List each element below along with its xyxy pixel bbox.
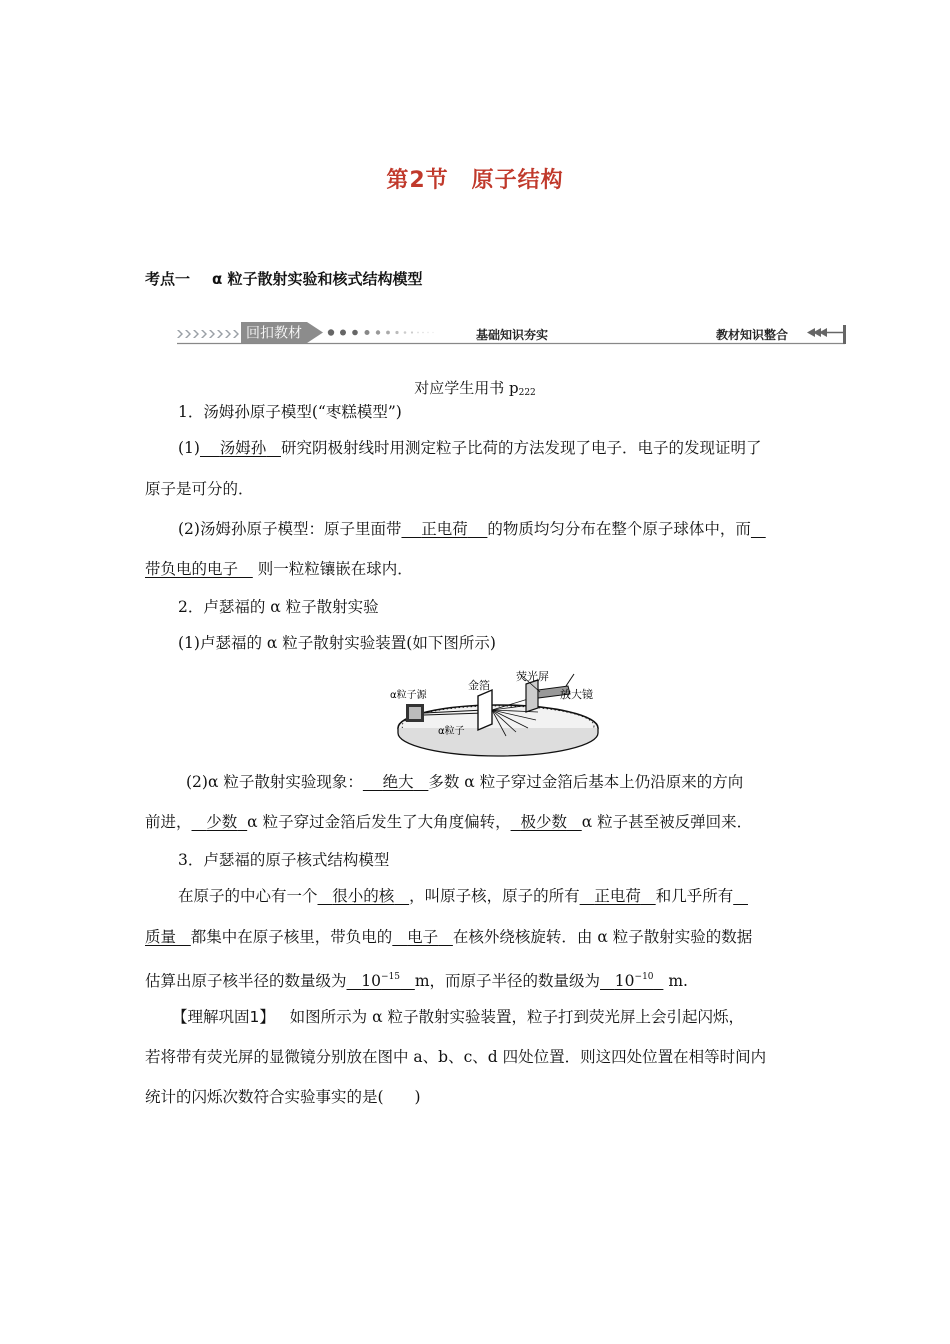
s1-paragraph-2-cont: 带负电的电子 则一粒粒镶嵌在球内． [145, 560, 413, 578]
label-source: α粒子源 [390, 690, 427, 701]
dots-icon [328, 329, 434, 335]
s1-paragraph-2: (2)汤姆孙原子模型：原子里面带 正电荷 的物质均匀分布在整个原子球体中，而 [178, 520, 751, 538]
exercise-line-1: 【理解巩固1】 如图所示为 α 粒子散射实验装置，粒子打到荧光屏上会引起闪烁， [172, 1008, 744, 1026]
s1-heading: 1．汤姆孙原子模型(“枣糕模型”) [178, 403, 402, 421]
s1-paragraph-1-cont: 原子是可分的． [145, 480, 254, 498]
s2-paragraph-2-cont: 前进， 少数 α 粒子穿过金箔后发生了大角度偏转， 极少数 α 粒子甚至被反弹回来． [145, 813, 753, 831]
section-banner [177, 322, 847, 346]
s2-paragraph-1: (1)卢瑟福的 α 粒子散射实验装置(如下图所示) [178, 634, 496, 652]
exercise-line-2: 若将带有荧光屏的显微镜分别放在图中 a、b、c、d 四处位置．则这四处位置在相等时间内 [145, 1048, 767, 1066]
banner-tag-text: 回扣教材 [246, 325, 302, 342]
label-particle: α粒子 [438, 726, 465, 737]
arrows-left-icon [177, 330, 239, 338]
gold-foil [478, 690, 492, 730]
page-title: 第2节 原子结构 [386, 168, 564, 193]
label-foil: 金箔 [468, 679, 490, 692]
label-screen: 荧光屏 [516, 670, 549, 683]
s3-paragraph-1-cont: 质量 都集中在原子核里，带负电的 电子 在核外绕核旋转．由 α 粒子散射实验的数据 [145, 928, 753, 946]
s2-heading: 2．卢瑟福的 α 粒子散射实验 [178, 598, 379, 616]
s3-paragraph-1-end: 估算出原子核半径的数量级为 $10^{-15}$ m，而原子半径的数量级为 $10^{-10}$ m. [145, 972, 688, 990]
banner-right-text: 教材知识整合 [715, 328, 789, 342]
s1-paragraph-1: (1) 汤姆孙 研究阴极射线时用测定粒子比荷的方法发现了电子．电子的发现证明了 [178, 439, 762, 457]
s3-paragraph-1: 在原子的中心有一个 很小的核 ，叫原子核，原子的所有 正电荷 和几乎所有 [178, 887, 734, 905]
banner-center-text: 基础知识夯实 [475, 328, 549, 342]
topic-text: α 粒子散射实验和核式结构模型 [212, 270, 423, 288]
label-magnifier: 放大镜 [560, 688, 593, 701]
topic-heading [145, 268, 423, 289]
s3-heading: 3．卢瑟福的原子核式结构模型 [178, 851, 390, 869]
arrows-right-icon [807, 325, 846, 344]
topic-label: 考点一 [145, 270, 191, 288]
s2-paragraph-2: (2)α 粒子散射实验现象： 绝大 多数 α 粒子穿过金箔后基本上仍沿原来的方向 [186, 773, 744, 791]
scattering-apparatus-figure [388, 666, 600, 766]
exercise-line-3: 统计的闪烁次数符合实验事实的是( ) [145, 1088, 421, 1106]
textbook-reference: 对应学生用书 $p_{222}$ [414, 379, 536, 398]
